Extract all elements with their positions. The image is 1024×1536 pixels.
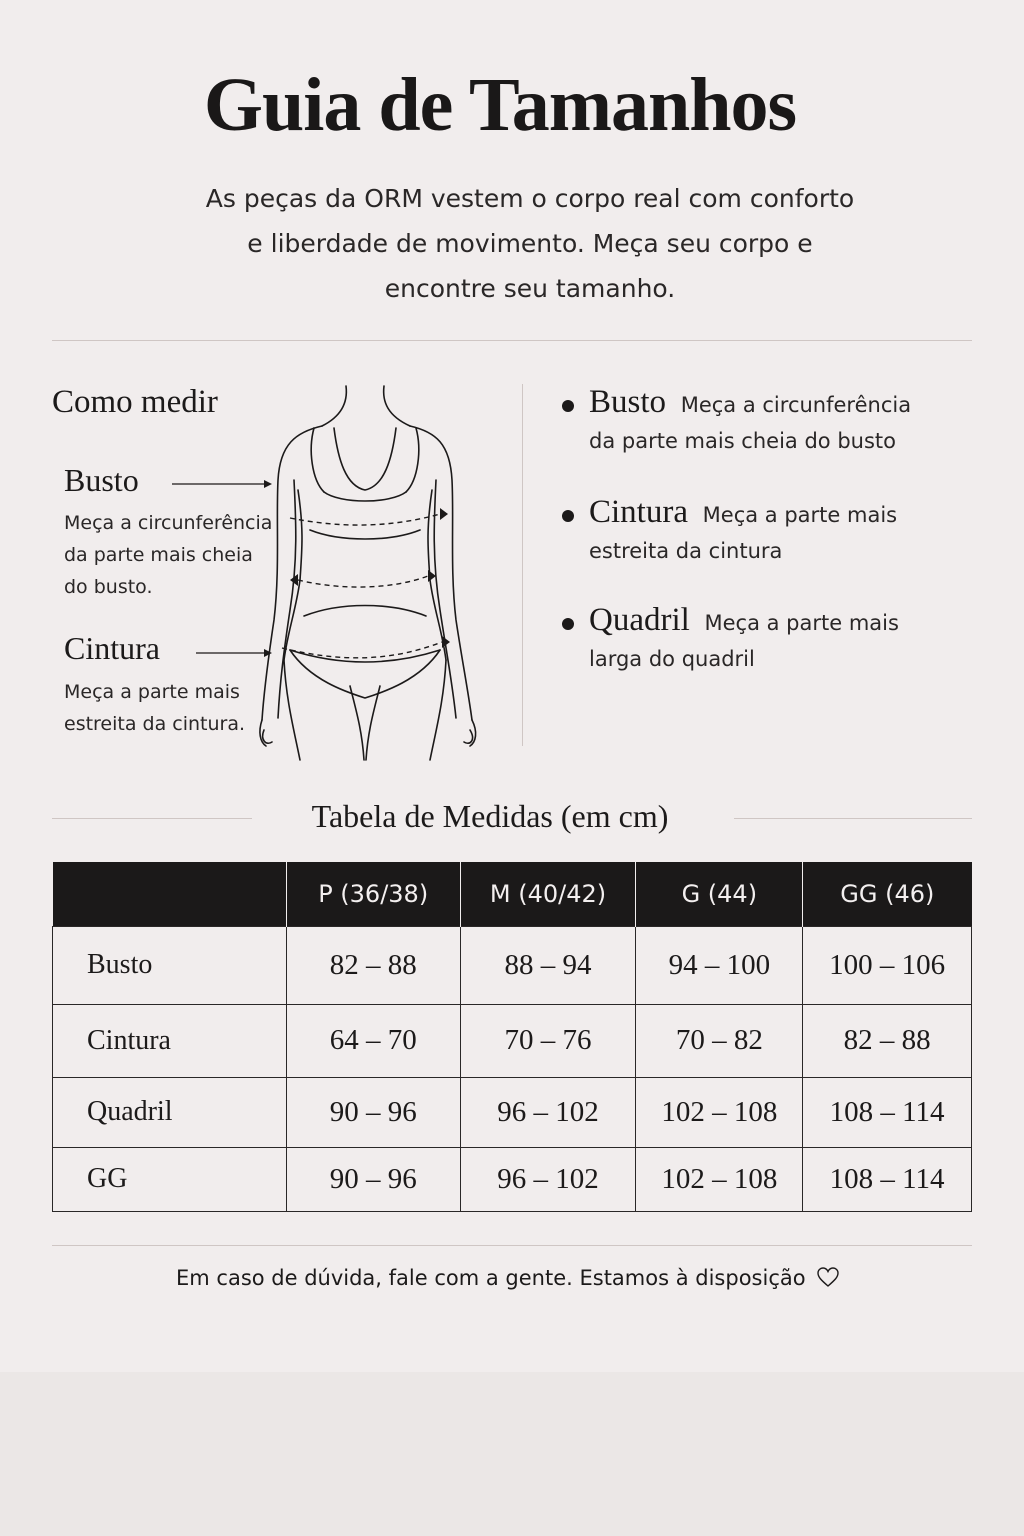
bullet-busto-text-2: da parte mais cheia do busto	[589, 429, 896, 453]
bullet-dot	[562, 400, 574, 412]
bullet-busto	[562, 384, 972, 459]
bullet-busto-label: Busto	[589, 384, 667, 420]
table-header-cell: G (44)	[636, 862, 803, 926]
table-cell: 96 – 102	[460, 1147, 636, 1211]
row-label: Cintura	[53, 1004, 287, 1077]
left-desc-busto-line-3: do busto.	[64, 576, 153, 598]
section-divider-vertical	[522, 384, 523, 746]
divider-top	[52, 340, 972, 341]
table-cell: 100 – 106	[803, 926, 972, 1004]
table-title: Tabela de Medidas (em cm)	[311, 798, 669, 834]
row-label: Quadril	[53, 1077, 287, 1147]
left-label-busto: Busto	[64, 462, 139, 498]
table-row	[53, 1077, 972, 1147]
bullet-quadril-text-1: Meça a parte mais	[704, 611, 899, 635]
table-header-row	[53, 862, 972, 926]
intro-line-1: As peças da ORM vestem o corpo real com conforto	[205, 184, 855, 213]
bullet-dot	[562, 510, 574, 522]
left-desc-cintura	[64, 676, 245, 740]
table-header-cell: GG (46)	[803, 862, 972, 926]
divider-bottom	[52, 1245, 972, 1246]
body-figure-illustration	[250, 380, 500, 770]
left-desc-busto-line-2: da parte mais cheia	[64, 544, 253, 566]
bottom-band	[0, 1372, 1024, 1536]
row-label: Busto	[53, 926, 287, 1004]
table-row	[53, 1004, 972, 1077]
size-table	[52, 862, 972, 1212]
table-cell: 70 – 76	[460, 1004, 636, 1077]
bullet-quadril	[562, 602, 972, 677]
left-desc-busto	[64, 507, 272, 603]
table-header-cell: M (40/42)	[460, 862, 636, 926]
intro-text	[120, 176, 940, 311]
table-cell: 102 – 108	[636, 1077, 803, 1147]
footer-text: Em caso de dúvida, fale com a gente. Estamos à disposição	[176, 1266, 806, 1290]
table-row	[53, 1147, 972, 1211]
intro-line-3: encontre seu tamanho.	[384, 274, 676, 303]
heart-outline-icon	[816, 1266, 840, 1288]
page-title: Guia de Tamanhos	[203, 63, 797, 147]
row-label: GG	[53, 1147, 287, 1211]
bullet-dot	[562, 618, 574, 630]
left-desc-cintura-line-1: Meça a parte mais	[64, 681, 240, 703]
footer-note	[176, 1266, 840, 1290]
bullet-cintura-text-2: estreita da cintura	[589, 539, 783, 563]
table-cell: 70 – 82	[636, 1004, 803, 1077]
table-cell: 94 – 100	[636, 926, 803, 1004]
table-title-rule-right	[734, 818, 972, 819]
table-cell: 90 – 96	[286, 1147, 460, 1211]
bullet-quadril-text-2: larga do quadril	[589, 647, 755, 671]
table-cell: 96 – 102	[460, 1077, 636, 1147]
bullet-cintura-label: Cintura	[589, 494, 688, 530]
how-to-title: Como medir	[52, 384, 218, 420]
table-cell: 108 – 114	[803, 1077, 972, 1147]
bullet-quadril-label: Quadril	[589, 602, 690, 638]
bullet-cintura-text-1: Meça a parte mais	[702, 503, 898, 527]
table-cell: 90 – 96	[286, 1077, 460, 1147]
bullet-busto-text-1: Meça a circunferência	[680, 393, 912, 417]
table-cell: 82 – 88	[803, 1004, 972, 1077]
bullet-cintura	[562, 494, 972, 569]
left-desc-busto-line-1: Meça a circunferência	[64, 512, 273, 534]
table-cell: 64 – 70	[286, 1004, 460, 1077]
table-cell: 102 – 108	[636, 1147, 803, 1211]
intro-line-2: e liberdade de movimento. Meça seu corpo e	[247, 229, 813, 258]
table-cell: 108 – 114	[803, 1147, 972, 1211]
left-desc-cintura-line-2: estreita da cintura.	[64, 713, 246, 735]
table-cell: 82 – 88	[286, 926, 460, 1004]
table-cell: 88 – 94	[460, 926, 636, 1004]
table-header-cell	[53, 862, 287, 926]
table-header-cell: P (36/38)	[286, 862, 460, 926]
table-row	[53, 926, 972, 1004]
left-label-cintura: Cintura	[64, 630, 160, 666]
